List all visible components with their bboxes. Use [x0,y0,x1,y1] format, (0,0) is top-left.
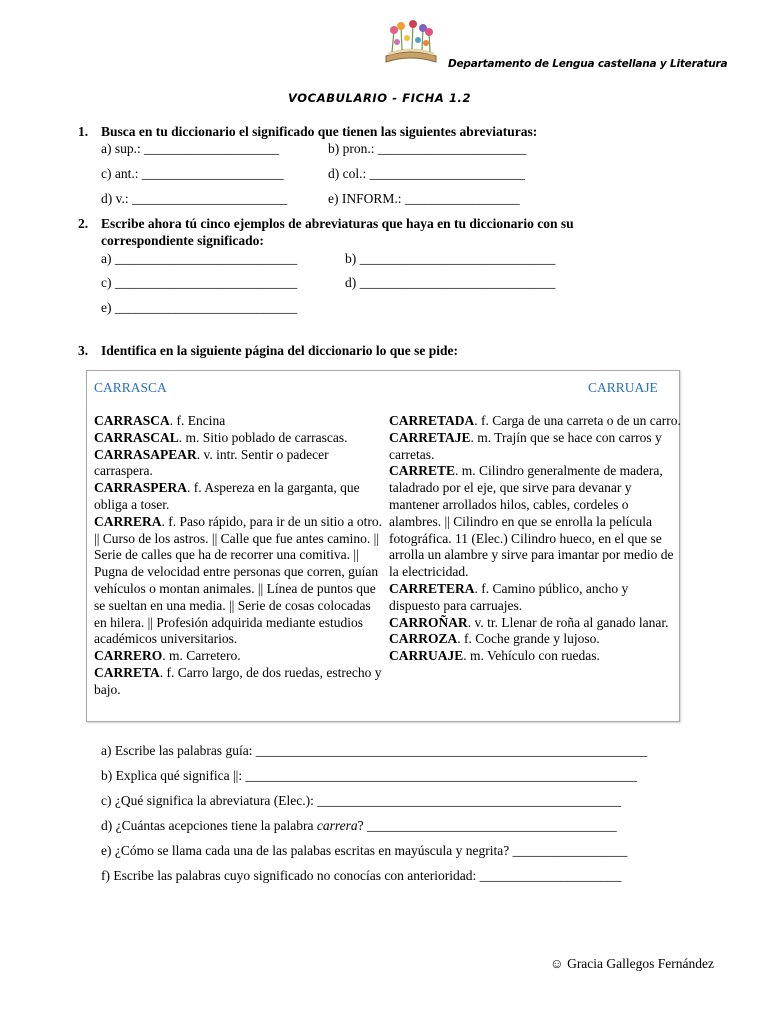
dictionary-left-column [94,413,386,699]
dictionary-entry [389,430,681,464]
dictionary-entry [389,581,681,615]
dictionary-entry [389,615,681,632]
entry-headword: CARROÑAR [389,614,468,630]
entry-definition: . m. Trajín que se hace con carros y carretas. [389,429,662,462]
q1-item-d: d) col.: _______________________ [328,166,525,181]
q3-item-d [101,818,617,834]
q1-item-e: e) INFORM.: _________________ [328,191,520,206]
entry-definition: . f. Encina [169,413,226,428]
guide-word-right: CARRUAJE [588,380,658,395]
entry-definition: . m. Carretero. [162,648,241,664]
dictionary-entry [94,447,386,481]
entry-headword: CARRASAPEAR [94,446,197,462]
guide-word-left: CARRASCA [94,380,167,395]
entry-definition: . m. Cilindro generalmente de madera, taladrado por el eje, que sirve para devanar y mantener arrollados hilos, cables, cordeles o alambres. || Cilindro en que se enrolla la película fotográfica. 11 (Elec.) Cilindro hueco, en el que se arrolla un alambre y sirve para imantar por medio de la electricidad. [389,463,674,580]
entry-headword: CARRUAJE [389,648,464,664]
entry-headword: CARRERO [94,648,163,664]
entry-headword: CARRETERA [389,580,475,596]
entry-definition: . f. Carga de una carreta o de un carro. [474,413,681,428]
q3-item-e: e) ¿Cómo se llama cada una de las palabas escritas en mayúscula y negrita? _________________ [101,843,628,858]
dictionary-entry [389,648,681,665]
entry-definition: . f. Paso rápido, para ir de un sitio a otro. || Curso de los astros. || Calle que fue antes camino. || Serie de calles que ha de recorrer una comitiva. || Pugna de velocidad entre personas que corren, guían vehículos o montan animales. || Línea de puntos que se sueltan en una media. || Serie de cosas colocadas en hilera. || Profesión adquirida mediante estudios académicos universitarios. [94,513,382,647]
q1-item-b: b) pron.: ______________________ [328,141,527,156]
dictionary-entry [94,514,386,648]
q3-number: 3. [78,343,89,358]
department-logo [382,16,440,68]
q3-item-c: c) ¿Qué significa la abreviatura (Elec.): _____________________________________________ [101,793,622,808]
q3-item-b: b) Explica qué significa ||: __________________________________________________________ [101,768,637,783]
dictionary-entry [389,631,681,648]
entry-headword: CARRETE [389,463,456,479]
entry-headword: CARROZA [389,631,458,647]
q2-number: 2. [78,216,89,231]
dictionary-right-column [389,413,681,665]
dictionary-entry [94,413,386,430]
entry-definition: . m. Sitio poblado de carrascas. [178,429,348,445]
entry-headword: CARRETAJE [389,429,471,445]
entry-definition: . f. Aspereza en la garganta, que obliga a toser. [94,480,360,512]
entry-definition: . m. Vehículo con ruedas. [463,648,600,664]
entry-definition: . v. tr. Llenar de roña al ganado lanar. [467,614,669,630]
entry-headword: CARRETADA [389,413,475,428]
entry-headword: CARRERA [94,513,162,529]
q2-item-a: a) ___________________________ [101,251,298,266]
q3-item-d-post: ? _____________________________________ [357,818,617,833]
entry-definition: . f. Carro largo, de dos ruedas, estrecho y bajo. [94,664,382,697]
q1-item-a: a) sup.: ____________________ [101,141,280,156]
dictionary-entry [94,648,386,665]
entry-definition: . f. Coche grande y lujoso. [457,631,600,647]
q3-text: Identifica en la siguiente página del diccionario lo que se pide: [101,343,459,358]
entry-definition: . v. intr. Sentir o padecer carraspera. [94,446,329,479]
dictionary-entry [389,463,681,581]
dictionary-entry [94,480,386,514]
q3-item-d-word: carrera [316,818,358,833]
author-signature: ☺ Gracia Gallegos Fernández [549,956,714,971]
q2-item-e: e) ___________________________ [101,300,298,315]
dictionary-entry [389,413,681,430]
q2-item-c: c) ___________________________ [101,275,298,290]
entry-definition: . f. Camino público, ancho y dispuesto para carruajes. [389,580,629,613]
q2-item-d: d) _____________________________ [345,275,556,290]
q1-item-d2: d) v.: _______________________ [101,191,288,206]
entry-headword: CARRASCAL [94,429,179,445]
q1-number: 1. [78,124,89,139]
entry-headword: CARRASPERA [94,480,188,496]
q3-item-f: f) Escribe las palabras cuyo significado no conocías con anterioridad: _____________________ [101,868,622,883]
q2-text-line1: Escribe ahora tú cinco ejemplos de abreviaturas que haya en tu diccionario con su [101,216,574,231]
q1-text: Busca en tu diccionario el significado que tienen las siguientes abreviaturas: [101,124,538,139]
q3-item-d-pre: d) ¿Cuántas acepciones tiene la palabra [101,818,317,833]
q2-item-b: b) _____________________________ [345,251,556,266]
q3-item-a: a) Escribe las palabras guía: __________________________________________________________ [101,743,648,758]
dictionary-entry [94,430,386,447]
entry-headword: CARRETA [94,664,160,680]
q1-item-c: c) ant.: _____________________ [101,166,284,181]
page-title: VOCABULARIO - FICHA 1.2 [288,91,472,105]
q2-text-line2: correspondiente significado: [101,233,264,248]
entry-headword: CARRASCA [94,413,170,428]
dictionary-entry [94,665,386,699]
department-name: Departamento de Lengua castellana y Literatura [448,58,728,70]
